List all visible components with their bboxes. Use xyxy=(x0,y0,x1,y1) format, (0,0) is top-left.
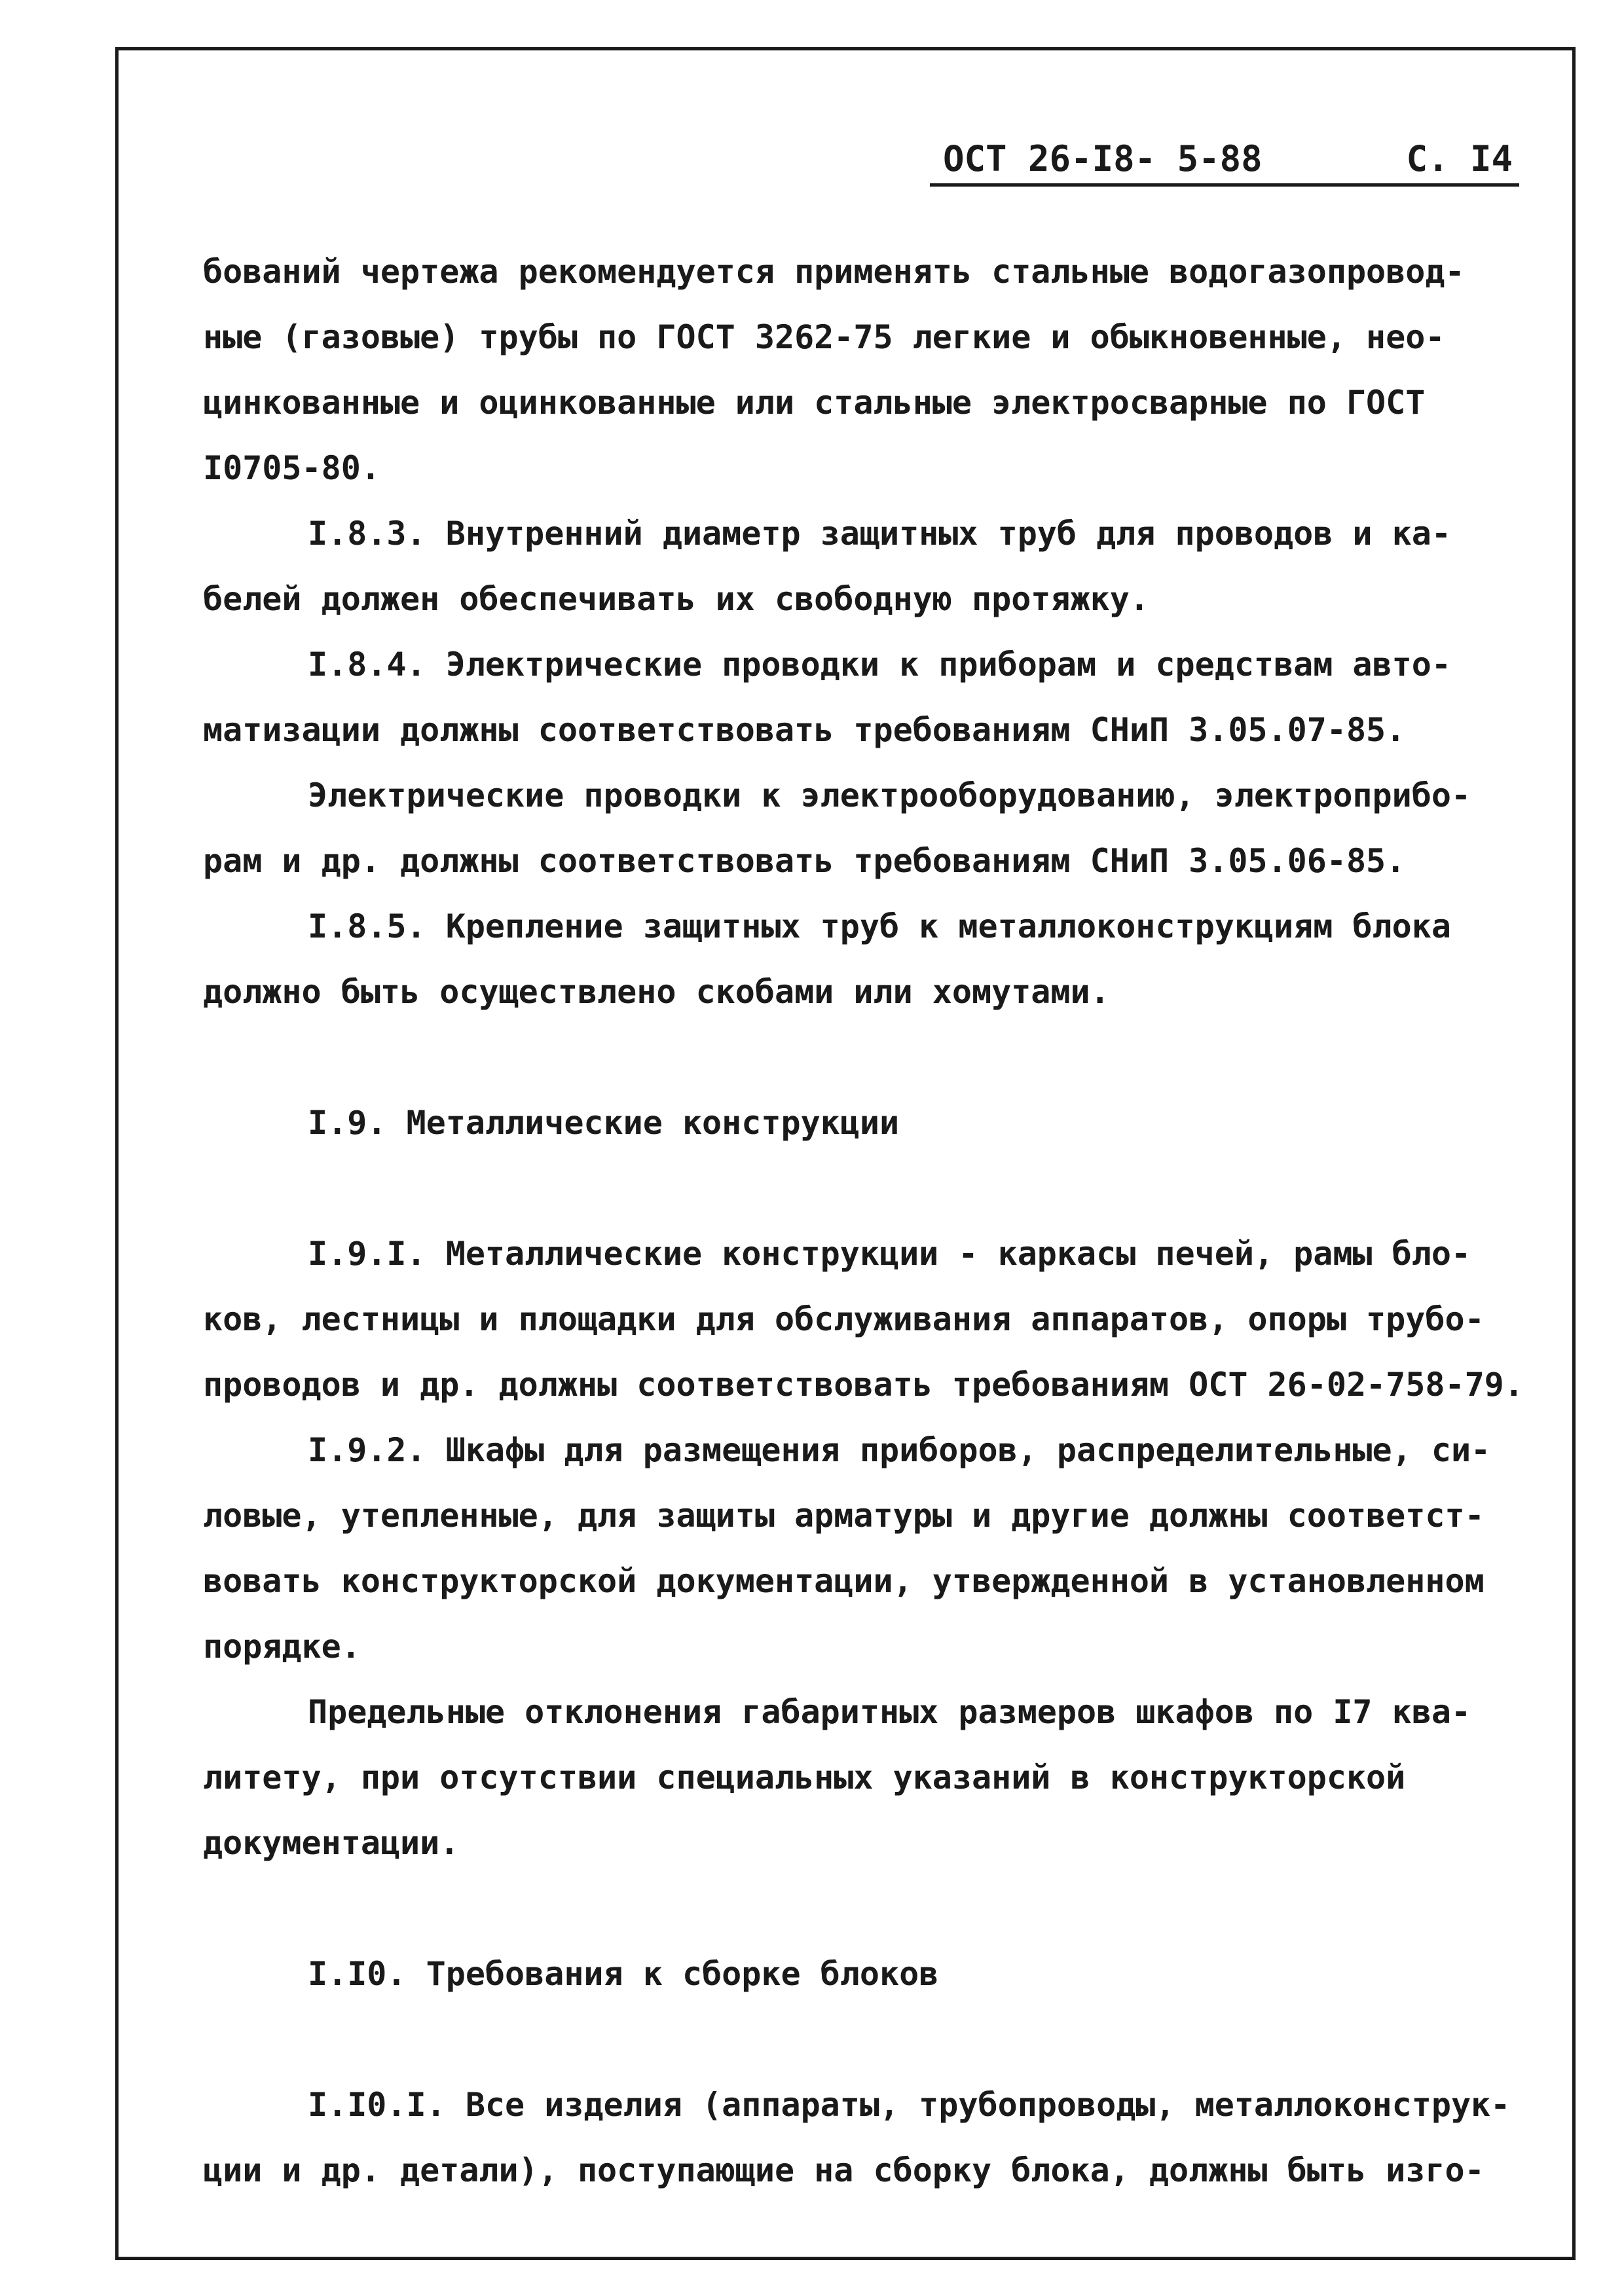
text-line: белей должен обеспечивать их свободную протяжку. xyxy=(203,580,1149,618)
text-line: I.I0.I. Все изделия (аппараты, трубопроводы, металлоконструк- xyxy=(308,2086,1511,2124)
text-line: матизации должны соответствовать требованиям СНиП 3.05.07-85. xyxy=(203,711,1406,749)
text-line: I.9.I. Металлические конструкции - каркасы печей, рамы бло- xyxy=(308,1235,1471,1273)
text-line: литету, при отсутствии специальных указаний в конструкторской xyxy=(203,1758,1406,1796)
page-header xyxy=(930,124,1519,187)
text-line: I.8.5. Крепление защитных труб к металлоконструкциям блока xyxy=(308,907,1451,945)
section-heading: I.I0. Требования к сборке блоков xyxy=(308,1955,939,1993)
text-line: проводов и др. должны соответствовать требованиям ОСТ 26-02-758-79. xyxy=(203,1366,1524,1404)
text-line: Электрические проводки к электрооборудованию, электроприбо- xyxy=(308,776,1471,814)
text-line: документации. xyxy=(203,1824,460,1862)
section-heading: I.9. Металлические конструкции xyxy=(308,1104,900,1142)
body-text xyxy=(203,239,1539,2203)
text-line: I0705-80. xyxy=(203,449,380,487)
page-number: С. I4 xyxy=(1406,138,1513,179)
text-line: ловые, утепленные, для защиты арматуры и другие должны соответст- xyxy=(203,1497,1485,1535)
text-line: должно быть осуществлено скобами или хомутами. xyxy=(203,973,1110,1011)
text-line: ные (газовые) трубы по ГОСТ 3262-75 легкие и обыкновенные, нео- xyxy=(203,318,1445,356)
blank-line xyxy=(203,1876,1539,1941)
text-line: I.9.2. Шкафы для размещения приборов, распределительные, си- xyxy=(308,1431,1491,1469)
text-line: Предельные отклонения габаритных размеров шкафов по I7 ква- xyxy=(308,1693,1471,1731)
text-line: бований чертежа рекомендуется применять стальные водогазопровод- xyxy=(203,253,1465,291)
text-line: ции и др. детали), поступающие на сборку блока, должны быть изго- xyxy=(203,2151,1485,2189)
text-line: I.8.3. Внутренний диаметр защитных труб для проводов и ка- xyxy=(308,515,1451,553)
text-line: рам и др. должны соответствовать требованиям СНиП 3.05.06-85. xyxy=(203,842,1406,880)
blank-line xyxy=(203,1025,1539,1090)
text-line: ков, лестницы и площадки для обслуживания аппаратов, опоры трубо- xyxy=(203,1300,1485,1338)
text-line: вовать конструкторской документации, утвержденной в установленном xyxy=(203,1562,1485,1600)
text-line: цинкованные и оцинкованные или стальные электросварные по ГОСТ xyxy=(203,384,1426,422)
blank-line xyxy=(203,1156,1539,1221)
blank-line xyxy=(203,2007,1539,2072)
text-line: порядке. xyxy=(203,1628,361,1666)
document-code: ОСТ 26-I8- 5-88 xyxy=(943,138,1263,179)
text-line: I.8.4. Электрические проводки к приборам и средствам авто- xyxy=(308,646,1451,683)
